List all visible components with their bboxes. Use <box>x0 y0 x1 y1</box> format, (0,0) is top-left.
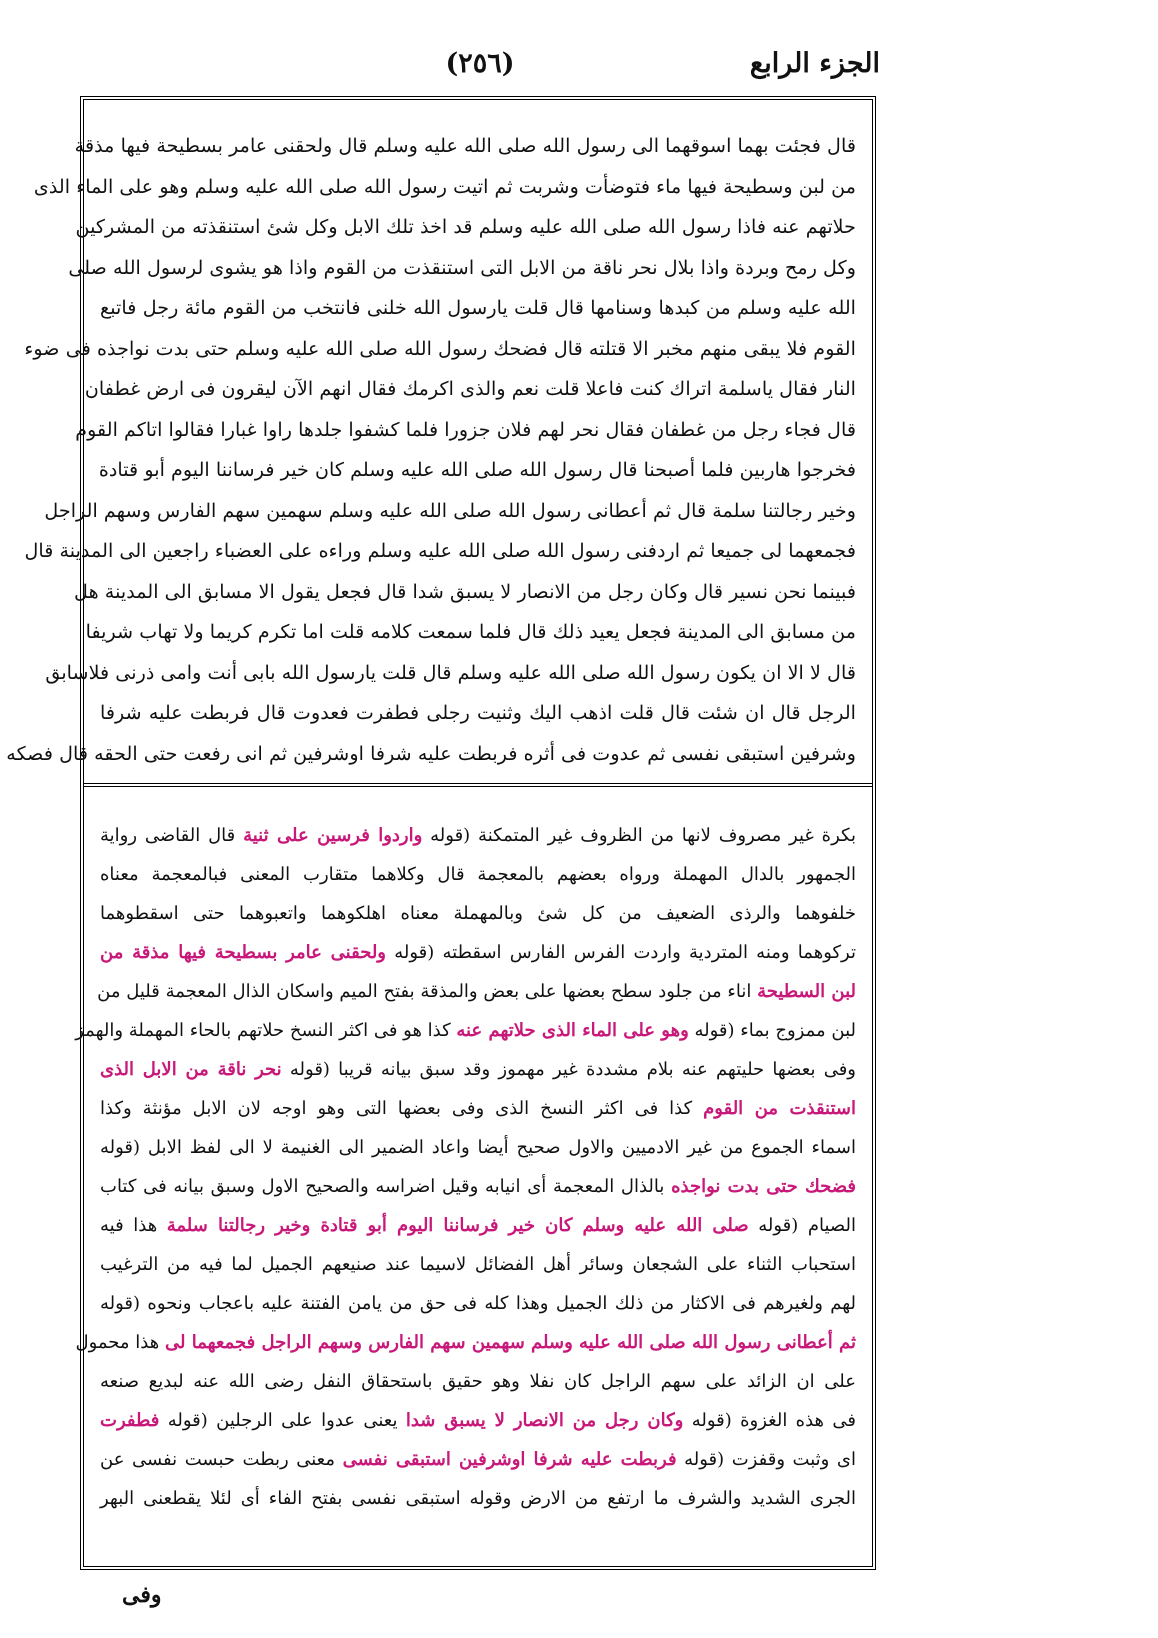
main-text-block <box>6 126 856 774</box>
commentary-block <box>75 816 857 1518</box>
lemma-highlight: وهو على الماء الذى حلاتهم عنه <box>456 1020 689 1041</box>
lemma-highlight: ولحقنى عامر بسطيحة فيها مذقة من <box>100 942 387 963</box>
commentary-text: قال القاضى رواية <box>100 825 244 846</box>
main-text-line: الله عليه وسلم من كبدها وسنامها قال قلت يارسول الله خلنى فانتخب من القوم مائة رجل فاتبع <box>100 296 856 319</box>
commentary-line <box>97 972 856 1011</box>
main-text-line: وكل رمح وبردة واذا بلال نحر ناقة من الابل التى استنقذت من القوم واذا هو يشوى لرسول الله صلى <box>68 255 856 279</box>
lemma-highlight: صلى الله عليه وسلم كان خير فرساننا اليوم أبو قتادة وخير رجالتنا سلمة <box>166 1215 749 1236</box>
lemma-highlight: واردوا فرسين على ثنية <box>243 825 423 846</box>
commentary-text: الصيام (قوله <box>748 1215 856 1236</box>
commentary-text: كذا هو فى اكثر النسخ حلاتهم بالحاء المهملة والهمز <box>75 1020 457 1041</box>
commentary-line <box>100 1284 856 1323</box>
main-text-line: فجمعهما لى جميعا ثم اردفنى رسول الله صلى الله عليه وسلم وراءه على العضباء راجعين الى المدينة قال <box>24 539 856 562</box>
commentary-line <box>100 1128 856 1167</box>
commentary-text: استحباب الثناء على الشجعان وسائر أهل الفضائل لاسيما عند صنيعهم الجميل لما فيه من الترغيب <box>100 1254 856 1275</box>
main-text-line: وخير رجالتنا سلمة قال ثم أعطانى رسول الله صلى الله عليه وسلم سهمين سهم الفارس وسهم الراجل <box>44 498 856 522</box>
commentary-text: اسماء الجموع من غير الادميين والاول صحيح أيضا واعاد الضمير الى الغنيمة لا الى لفظ الابل (قوله <box>100 1137 856 1158</box>
main-text-line: الرجل قال ان شئت قال قلت اذهب اليك وثنيت رجلى فطفرت فعدوت قال فربطت عليه شرفا <box>100 701 856 724</box>
commentary-line <box>100 1245 856 1284</box>
commentary-line <box>100 816 856 855</box>
main-text-line: قال لا الا ان يكون رسول الله صلى الله عليه وسلم قال قلت يارسول الله بابى أنت وامى ذرنى فلاسابق <box>45 660 856 684</box>
commentary-line <box>100 1440 856 1479</box>
commentary-line <box>100 1362 856 1401</box>
lemma-highlight: فضحك حتى بدت نواجذه <box>671 1176 856 1197</box>
commentary-line <box>75 1323 856 1362</box>
commentary-line <box>100 1401 856 1440</box>
lemma-highlight: لبن السطيحة <box>757 981 856 1002</box>
lemma-highlight: نحر ناقة من الابل الذى <box>100 1059 282 1080</box>
commentary-text: معنى ربطت حبست نفسى عن <box>100 1449 343 1470</box>
commentary-text: كذا فى اكثر النسخ الذى وفى بعضها التى وهو اوجه لان الابل مؤنثة وكذا <box>100 1098 704 1119</box>
commentary-line <box>100 1089 856 1128</box>
page-frame <box>6 96 876 1570</box>
main-text-line: النار فقال ياسلمة اتراك كنت فاعلا قلت نعم والذى اكرمك فقال انهم الآن ليقرون فى ارض غطفان <box>84 377 856 400</box>
main-text-line: قال فجئت بهما اسوقهما الى رسول الله صلى الله عليه وسلم قال ولحقنى عامر بسطيحة فيها مذقة <box>74 134 856 157</box>
commentary-text: فى هذه الغزوة (قوله <box>683 1410 856 1431</box>
main-text-line: قال فجاء رجل من غطفان فقال نحر لهم فلان جزورا فلما كشفوا جلدها راوا غبارا فقالوا اتاكم القوم <box>75 417 856 441</box>
lemma-highlight: استنقذت من القوم <box>703 1098 856 1119</box>
commentary-line <box>100 1167 856 1206</box>
section-divider <box>84 783 872 787</box>
commentary-line <box>75 1011 856 1050</box>
commentary-line <box>100 894 856 933</box>
commentary-text: لبن ممزوج بماء (قوله <box>688 1020 856 1041</box>
main-text-line: من مسابق الى المدينة فجعل يعيد ذلك قال فلما سمعت كلامه قلت اما تكرم كريما ولا تهاب شريفا <box>85 620 856 643</box>
lemma-highlight: ثم أعطانى رسول الله صلى الله عليه وسلم سهمين سهم الفارس وسهم الراجل فجمعهما لى <box>164 1332 856 1353</box>
commentary-text: لهم ولغيرهم فى الاكثار من ذلك الجميل وهذا كله فى حق من يامن الفتنة عليه باعجاب ونحوه (قوله <box>100 1293 856 1314</box>
commentary-text: اى وثبت وقفزت (قوله <box>676 1449 857 1470</box>
main-text-line: وشرفين استبقى نفسى ثم عدوت فى أثره فربطت عليه شرفا اوشرفين ثم انى رفعت حتى الحقه قال فصكه <box>6 741 856 765</box>
page-number: (٢٥٦) <box>445 48 515 79</box>
page-header <box>80 48 880 96</box>
main-text-line: القوم فلا يبقى منهم مخبر الا قتلته قال فضحك رسول الله صلى الله عليه وسلم حتى بدت نواجذه فى ضوء <box>24 336 856 360</box>
commentary-text: على ان الزائد على سهم الراجل كان نفلا وهو حقيق باستحقاق النفل رضى الله عنه لبديع صنعه <box>100 1371 856 1392</box>
main-text-line: فخرجوا هاربين فلما أصبحنا قال رسول الله صلى الله عليه وسلم كان خير فرساننا اليوم أبو قتادة <box>98 458 856 481</box>
main-text-line: حلاتهم عنه فاذا رسول الله صلى الله عليه وسلم قد اخذ تلك الابل وكل شئ استنقذته من المشركين <box>75 215 856 238</box>
main-text-line: من لبن وسطيحة فيها ماء فتوضأت وشربت ثم اتيت رسول الله صلى الله عليه وسلم وهو على الماء الذى <box>33 174 856 198</box>
commentary-text: هذا فيه <box>100 1215 167 1236</box>
commentary-line <box>100 855 856 894</box>
commentary-text: اناء من جلود سطح بعضها على بعض والمذقة بفتح الميم واسكان الذال المعجمة قليل من <box>97 981 758 1002</box>
commentary-text: الجمهور بالدال المهملة ورواه بعضهم بالمعجمة قال وكلاهما متقارب المعنى فبالمعجمة معناه <box>100 864 856 885</box>
main-text-line: فبينما نحن نسير قال وكان رجل من الانصار لا يسبق شدا قال فجعل يقول الا مسابق الى المدينة هل <box>74 579 856 603</box>
commentary-line <box>100 1206 856 1245</box>
commentary-text: وفى بعضها حليتهم عنه بلام مشددة غير مهموز وقد سبق بيانه قريبا (قوله <box>281 1059 857 1080</box>
commentary-line <box>100 933 856 972</box>
lemma-highlight: فربطت عليه شرفا اوشرفين استبقى نفسى <box>342 1449 677 1470</box>
commentary-text: بالذال المعجمة أى انيابه وقيل اضراسه والصحيح الاول وسبق بيانه فى كتاب <box>100 1176 672 1197</box>
commentary-text: هذا محمول <box>75 1332 165 1353</box>
lemma-highlight: فطفرت <box>100 1410 160 1431</box>
catchword: وفى <box>122 1582 162 1608</box>
lemma-highlight: وكان رجل من الانصار لا يسبق شدا <box>405 1410 684 1431</box>
commentary-text: الجرى الشديد والشرف ما ارتفع من الارض وقوله استبقى نفسى بفتح الفاء أى لئلا يقطعنى البهر <box>100 1488 856 1509</box>
commentary-text: تركوهما ومنه المتردية واردت الفرس الفارس اسقطته (قوله <box>386 942 856 963</box>
volume-label: الجزء الرابع <box>749 48 880 79</box>
commentary-line <box>100 1479 856 1518</box>
commentary-line <box>100 1050 856 1089</box>
commentary-text: بكرة غير مصروف لانها من الظروف غير المتمكنة (قوله <box>422 825 856 846</box>
commentary-text: يعنى عدوا على الرجلين (قوله <box>159 1410 406 1431</box>
commentary-text: خلفوهما والرذى الضعيف من كل شئ وبالمهملة معناه اهلكوهما واتعبوهما حتى اسقطوهما <box>100 903 856 924</box>
